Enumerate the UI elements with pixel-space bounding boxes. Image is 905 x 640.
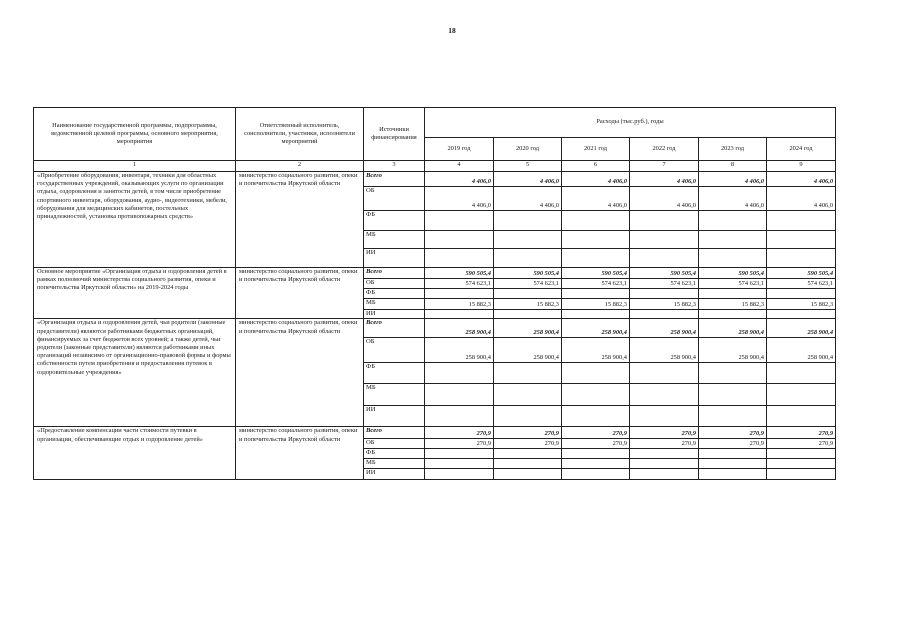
- amount-cell: 270,9: [767, 439, 836, 449]
- amount-cell: [699, 384, 767, 406]
- amount-cell: [425, 384, 494, 406]
- amount-cell: [494, 310, 562, 319]
- amount-cell: [494, 459, 562, 469]
- amount-cell: [630, 289, 699, 299]
- amount-cell: 4 406,0: [767, 187, 836, 211]
- amount-cell: 15 882,3: [425, 299, 494, 310]
- amount-cell: [562, 469, 630, 480]
- amount-cell: [494, 211, 562, 231]
- measure-name: «Организация отдыха и оздоровления детей, чьи родители (законные представители) являются работниками бюджетных организаций, финансируемых за счет бюджетов всех уровней; а также детей, чьи родители (законные представители) являются работниками иных организаций независимо от организационно-правовой формы и формы собственности путем приобретения и предоставления путевок в оздоровительные учреждения»: [34, 319, 236, 427]
- amount-cell: 258 900,4: [425, 319, 494, 338]
- amount-cell: 574 623,1: [494, 279, 562, 289]
- header-year: 2022 год: [630, 138, 699, 161]
- amount-cell: 270,9: [425, 439, 494, 449]
- amount-cell: 258 900,4: [494, 338, 562, 363]
- amount-cell: 270,9: [562, 439, 630, 449]
- amount-cell: [767, 406, 836, 427]
- amount-cell: [699, 211, 767, 231]
- amount-cell: 15 882,3: [699, 299, 767, 310]
- amount-cell: [767, 249, 836, 268]
- amount-cell: 590 505,4: [425, 268, 494, 279]
- measure-name: «Предоставление компенсации части стоимости путевки в организации, обеспечивающие отдых и оздоровление детей»: [34, 427, 236, 480]
- amount-cell: 574 623,1: [630, 279, 699, 289]
- amount-cell: 4 406,0: [699, 172, 767, 187]
- table-row: [34, 172, 836, 187]
- funding-source: ИИ: [364, 469, 425, 480]
- amount-cell: 270,9: [494, 427, 562, 439]
- column-number: 6: [562, 161, 630, 172]
- table-row: [34, 319, 836, 338]
- amount-cell: [699, 249, 767, 268]
- amount-cell: 15 882,3: [767, 299, 836, 310]
- funding-source: ФБ: [364, 211, 425, 231]
- funding-source: ФБ: [364, 363, 425, 384]
- amount-cell: [425, 310, 494, 319]
- amount-cell: [425, 231, 494, 249]
- amount-cell: 4 406,0: [494, 187, 562, 211]
- column-number: 2: [236, 161, 364, 172]
- funding-source: МБ: [364, 299, 425, 310]
- amount-cell: 270,9: [767, 427, 836, 439]
- amount-cell: 270,9: [630, 427, 699, 439]
- column-number: 1: [34, 161, 236, 172]
- amount-cell: [630, 406, 699, 427]
- header-expenses: Расходы (тыс.руб.), годы: [425, 108, 836, 138]
- amount-cell: 270,9: [699, 439, 767, 449]
- amount-cell: [494, 231, 562, 249]
- amount-cell: [494, 469, 562, 480]
- funding-source: ОБ: [364, 279, 425, 289]
- amount-cell: [494, 249, 562, 268]
- budget-table: [33, 107, 836, 480]
- measure-name: «Приобретение оборудования, инвентаря, техники для областных государственных учреждений, оказывающих услуги по организации отдыха, оздоровления и занятости детей, в том числе приобретение спортивного инвентаря, оборудования, аудио-, видеотехники, мебели, оборудования для медицинских кабинетов, постельных принадлежностей, установка противопожарных средств»: [34, 172, 236, 268]
- amount-cell: 4 406,0: [425, 172, 494, 187]
- amount-cell: [425, 469, 494, 480]
- executor-name: министерство социального развития, опеки и попечительства Иркутской области: [236, 319, 364, 427]
- amount-cell: [562, 249, 630, 268]
- amount-cell: 4 406,0: [630, 187, 699, 211]
- funding-source: ФБ: [364, 449, 425, 459]
- amount-cell: [425, 406, 494, 427]
- amount-cell: 258 900,4: [699, 338, 767, 363]
- amount-cell: [494, 363, 562, 384]
- amount-cell: [562, 363, 630, 384]
- amount-cell: [767, 469, 836, 480]
- amount-cell: [630, 231, 699, 249]
- funding-source: ИИ: [364, 406, 425, 427]
- amount-cell: 258 900,4: [767, 319, 836, 338]
- amount-cell: [630, 459, 699, 469]
- amount-cell: [562, 449, 630, 459]
- amount-cell: 258 900,4: [562, 338, 630, 363]
- amount-cell: [562, 406, 630, 427]
- amount-cell: [494, 406, 562, 427]
- amount-cell: [767, 231, 836, 249]
- funding-source: Всего: [364, 427, 425, 439]
- funding-source: Всего: [364, 268, 425, 279]
- amount-cell: [425, 449, 494, 459]
- table-body: [34, 172, 836, 480]
- amount-cell: [425, 289, 494, 299]
- amount-cell: 270,9: [630, 439, 699, 449]
- amount-cell: 590 505,4: [699, 268, 767, 279]
- amount-cell: 4 406,0: [630, 172, 699, 187]
- amount-cell: [767, 459, 836, 469]
- amount-cell: [699, 231, 767, 249]
- header-year: 2020 год: [494, 138, 562, 161]
- amount-cell: [630, 363, 699, 384]
- funding-source: ОБ: [364, 187, 425, 211]
- column-number: 5: [494, 161, 562, 172]
- funding-source: Всего: [364, 172, 425, 187]
- amount-cell: [562, 459, 630, 469]
- amount-cell: 258 900,4: [494, 319, 562, 338]
- amount-cell: [699, 310, 767, 319]
- amount-cell: 4 406,0: [562, 187, 630, 211]
- amount-cell: [767, 310, 836, 319]
- executor-name: министерство социального развития, опеки и попечительства Иркутской области: [236, 427, 364, 480]
- funding-source: ОБ: [364, 338, 425, 363]
- amount-cell: 590 505,4: [494, 268, 562, 279]
- amount-cell: 574 623,1: [562, 279, 630, 289]
- amount-cell: 590 505,4: [630, 268, 699, 279]
- amount-cell: 258 900,4: [425, 338, 494, 363]
- amount-cell: [630, 384, 699, 406]
- amount-cell: [630, 449, 699, 459]
- amount-cell: [562, 289, 630, 299]
- amount-cell: [699, 363, 767, 384]
- header-year: 2021 год: [562, 138, 630, 161]
- amount-cell: 258 900,4: [767, 338, 836, 363]
- amount-cell: [425, 459, 494, 469]
- funding-source: ОБ: [364, 439, 425, 449]
- funding-source: МБ: [364, 459, 425, 469]
- header-source: Источники финансирования: [364, 108, 425, 161]
- funding-source: ИИ: [364, 310, 425, 319]
- column-number: 7: [630, 161, 699, 172]
- funding-source: ФБ: [364, 289, 425, 299]
- executor-name: министерство социального развития, опеки и попечительства Иркутской области: [236, 268, 364, 319]
- amount-cell: 4 406,0: [562, 172, 630, 187]
- amount-cell: [699, 289, 767, 299]
- amount-cell: [562, 310, 630, 319]
- header-year: 2019 год: [425, 138, 494, 161]
- amount-cell: 15 882,3: [562, 299, 630, 310]
- column-number: 8: [699, 161, 767, 172]
- amount-cell: 4 406,0: [699, 187, 767, 211]
- amount-cell: [494, 449, 562, 459]
- measure-name: Основное мероприятие «Организация отдыха и оздоровления детей в рамках полномочий министерства социального развития, опеки и попечительства Иркутской области» на 2019-2024 годы: [34, 268, 236, 319]
- amount-cell: [425, 211, 494, 231]
- amount-cell: 574 623,1: [425, 279, 494, 289]
- amount-cell: [699, 406, 767, 427]
- column-number: 3: [364, 161, 425, 172]
- amount-cell: [494, 384, 562, 406]
- amount-cell: 4 406,0: [425, 187, 494, 211]
- executor-name: министерство социального развития, опеки и попечительства Иркутской области: [236, 172, 364, 268]
- amount-cell: 15 882,3: [494, 299, 562, 310]
- amount-cell: 258 900,4: [562, 319, 630, 338]
- amount-cell: [425, 249, 494, 268]
- amount-cell: [767, 384, 836, 406]
- amount-cell: [562, 231, 630, 249]
- amount-cell: 4 406,0: [767, 172, 836, 187]
- amount-cell: 258 900,4: [630, 338, 699, 363]
- amount-cell: [699, 449, 767, 459]
- amount-cell: [767, 449, 836, 459]
- amount-cell: 574 623,1: [699, 279, 767, 289]
- header-year: 2023 год: [699, 138, 767, 161]
- funding-source: Всего: [364, 319, 425, 338]
- header-year: 2024 год: [767, 138, 836, 161]
- amount-cell: [767, 363, 836, 384]
- funding-source: МБ: [364, 231, 425, 249]
- column-number: 4: [425, 161, 494, 172]
- amount-cell: [767, 211, 836, 231]
- amount-cell: 270,9: [425, 427, 494, 439]
- amount-cell: [630, 310, 699, 319]
- funding-source: МБ: [364, 384, 425, 406]
- amount-cell: [630, 211, 699, 231]
- amount-cell: 4 406,0: [494, 172, 562, 187]
- amount-cell: 590 505,4: [562, 268, 630, 279]
- amount-cell: [562, 384, 630, 406]
- amount-cell: [630, 249, 699, 268]
- funding-source: ИИ: [364, 249, 425, 268]
- amount-cell: 590 505,4: [767, 268, 836, 279]
- amount-cell: [425, 363, 494, 384]
- amount-cell: [699, 469, 767, 480]
- table-row: [34, 427, 836, 439]
- amount-cell: 270,9: [562, 427, 630, 439]
- amount-cell: [630, 469, 699, 480]
- amount-cell: 15 882,3: [630, 299, 699, 310]
- header-program: Наименование государственной программы, подпрограммы, ведомственной целевой программы, основного мероприятия, мероприятия: [34, 108, 236, 161]
- column-number: 9: [767, 161, 836, 172]
- table-row: [34, 268, 836, 279]
- amount-cell: [562, 211, 630, 231]
- amount-cell: [494, 289, 562, 299]
- header-executor: Ответственный исполнитель, соисполнители, участники, исполнители мероприятий: [236, 108, 364, 161]
- amount-cell: 270,9: [699, 427, 767, 439]
- amount-cell: [767, 289, 836, 299]
- amount-cell: [699, 459, 767, 469]
- page-number: 18: [448, 26, 456, 35]
- amount-cell: 258 900,4: [699, 319, 767, 338]
- amount-cell: 258 900,4: [630, 319, 699, 338]
- amount-cell: 574 623,1: [767, 279, 836, 289]
- amount-cell: 270,9: [494, 439, 562, 449]
